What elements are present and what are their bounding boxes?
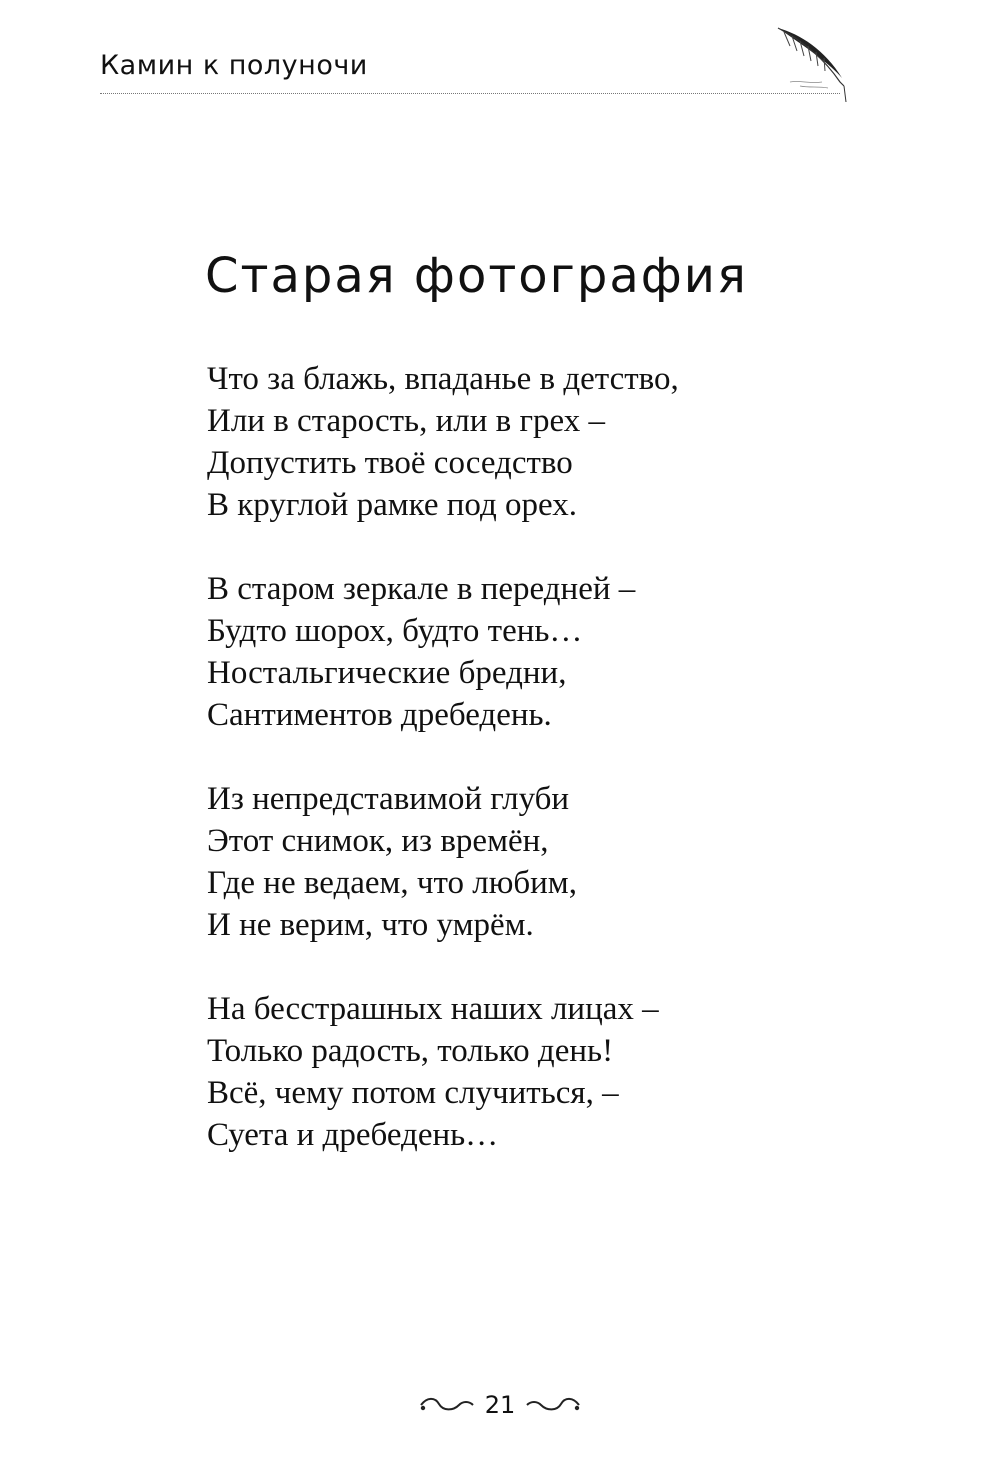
poem-line: Допустить твоё соседство [207, 445, 573, 481]
poem-line: В круглой рамке под орех. [207, 487, 577, 523]
stanza [207, 568, 807, 736]
left-flourish-icon [419, 1395, 475, 1415]
poem-line: Где не ведаем, что любим, [207, 865, 577, 901]
stanza [207, 778, 807, 946]
poem-line: Всё, чему потом случиться, – [207, 1075, 619, 1111]
poem-line: На бесстрашных наших лицах – [207, 991, 659, 1027]
poem-line: Ностальгические бредни, [207, 655, 567, 691]
poem-line: Или в старость, или в грех – [207, 403, 605, 439]
running-head: Камин к полуночи [100, 50, 368, 81]
page-number: 21 [484, 1391, 516, 1419]
stanza [207, 988, 807, 1156]
poem-line: Сантиментов дребедень. [207, 697, 552, 733]
poem-line: Будто шорох, будто тень… [207, 613, 583, 649]
header-rule [100, 93, 840, 94]
poem-title: Старая фотография [205, 248, 748, 304]
poem-line: Что за блажь, впаданье в детство, [207, 361, 679, 397]
poem-line: И не верим, что умрём. [207, 907, 534, 943]
quill-icon [770, 20, 850, 105]
poem-line: В старом зеркале в передней – [207, 571, 636, 607]
poem-body [207, 358, 807, 1198]
stanza [207, 358, 807, 526]
poem-line: Этот снимок, из времён, [207, 823, 549, 859]
poem-line: Из непредставимой глуби [207, 781, 570, 817]
right-flourish-icon [525, 1395, 581, 1415]
poem-line: Суета и дребедень… [207, 1117, 499, 1153]
poem-line: Только радость, только день! [207, 1033, 614, 1069]
page-footer [0, 1385, 1000, 1425]
